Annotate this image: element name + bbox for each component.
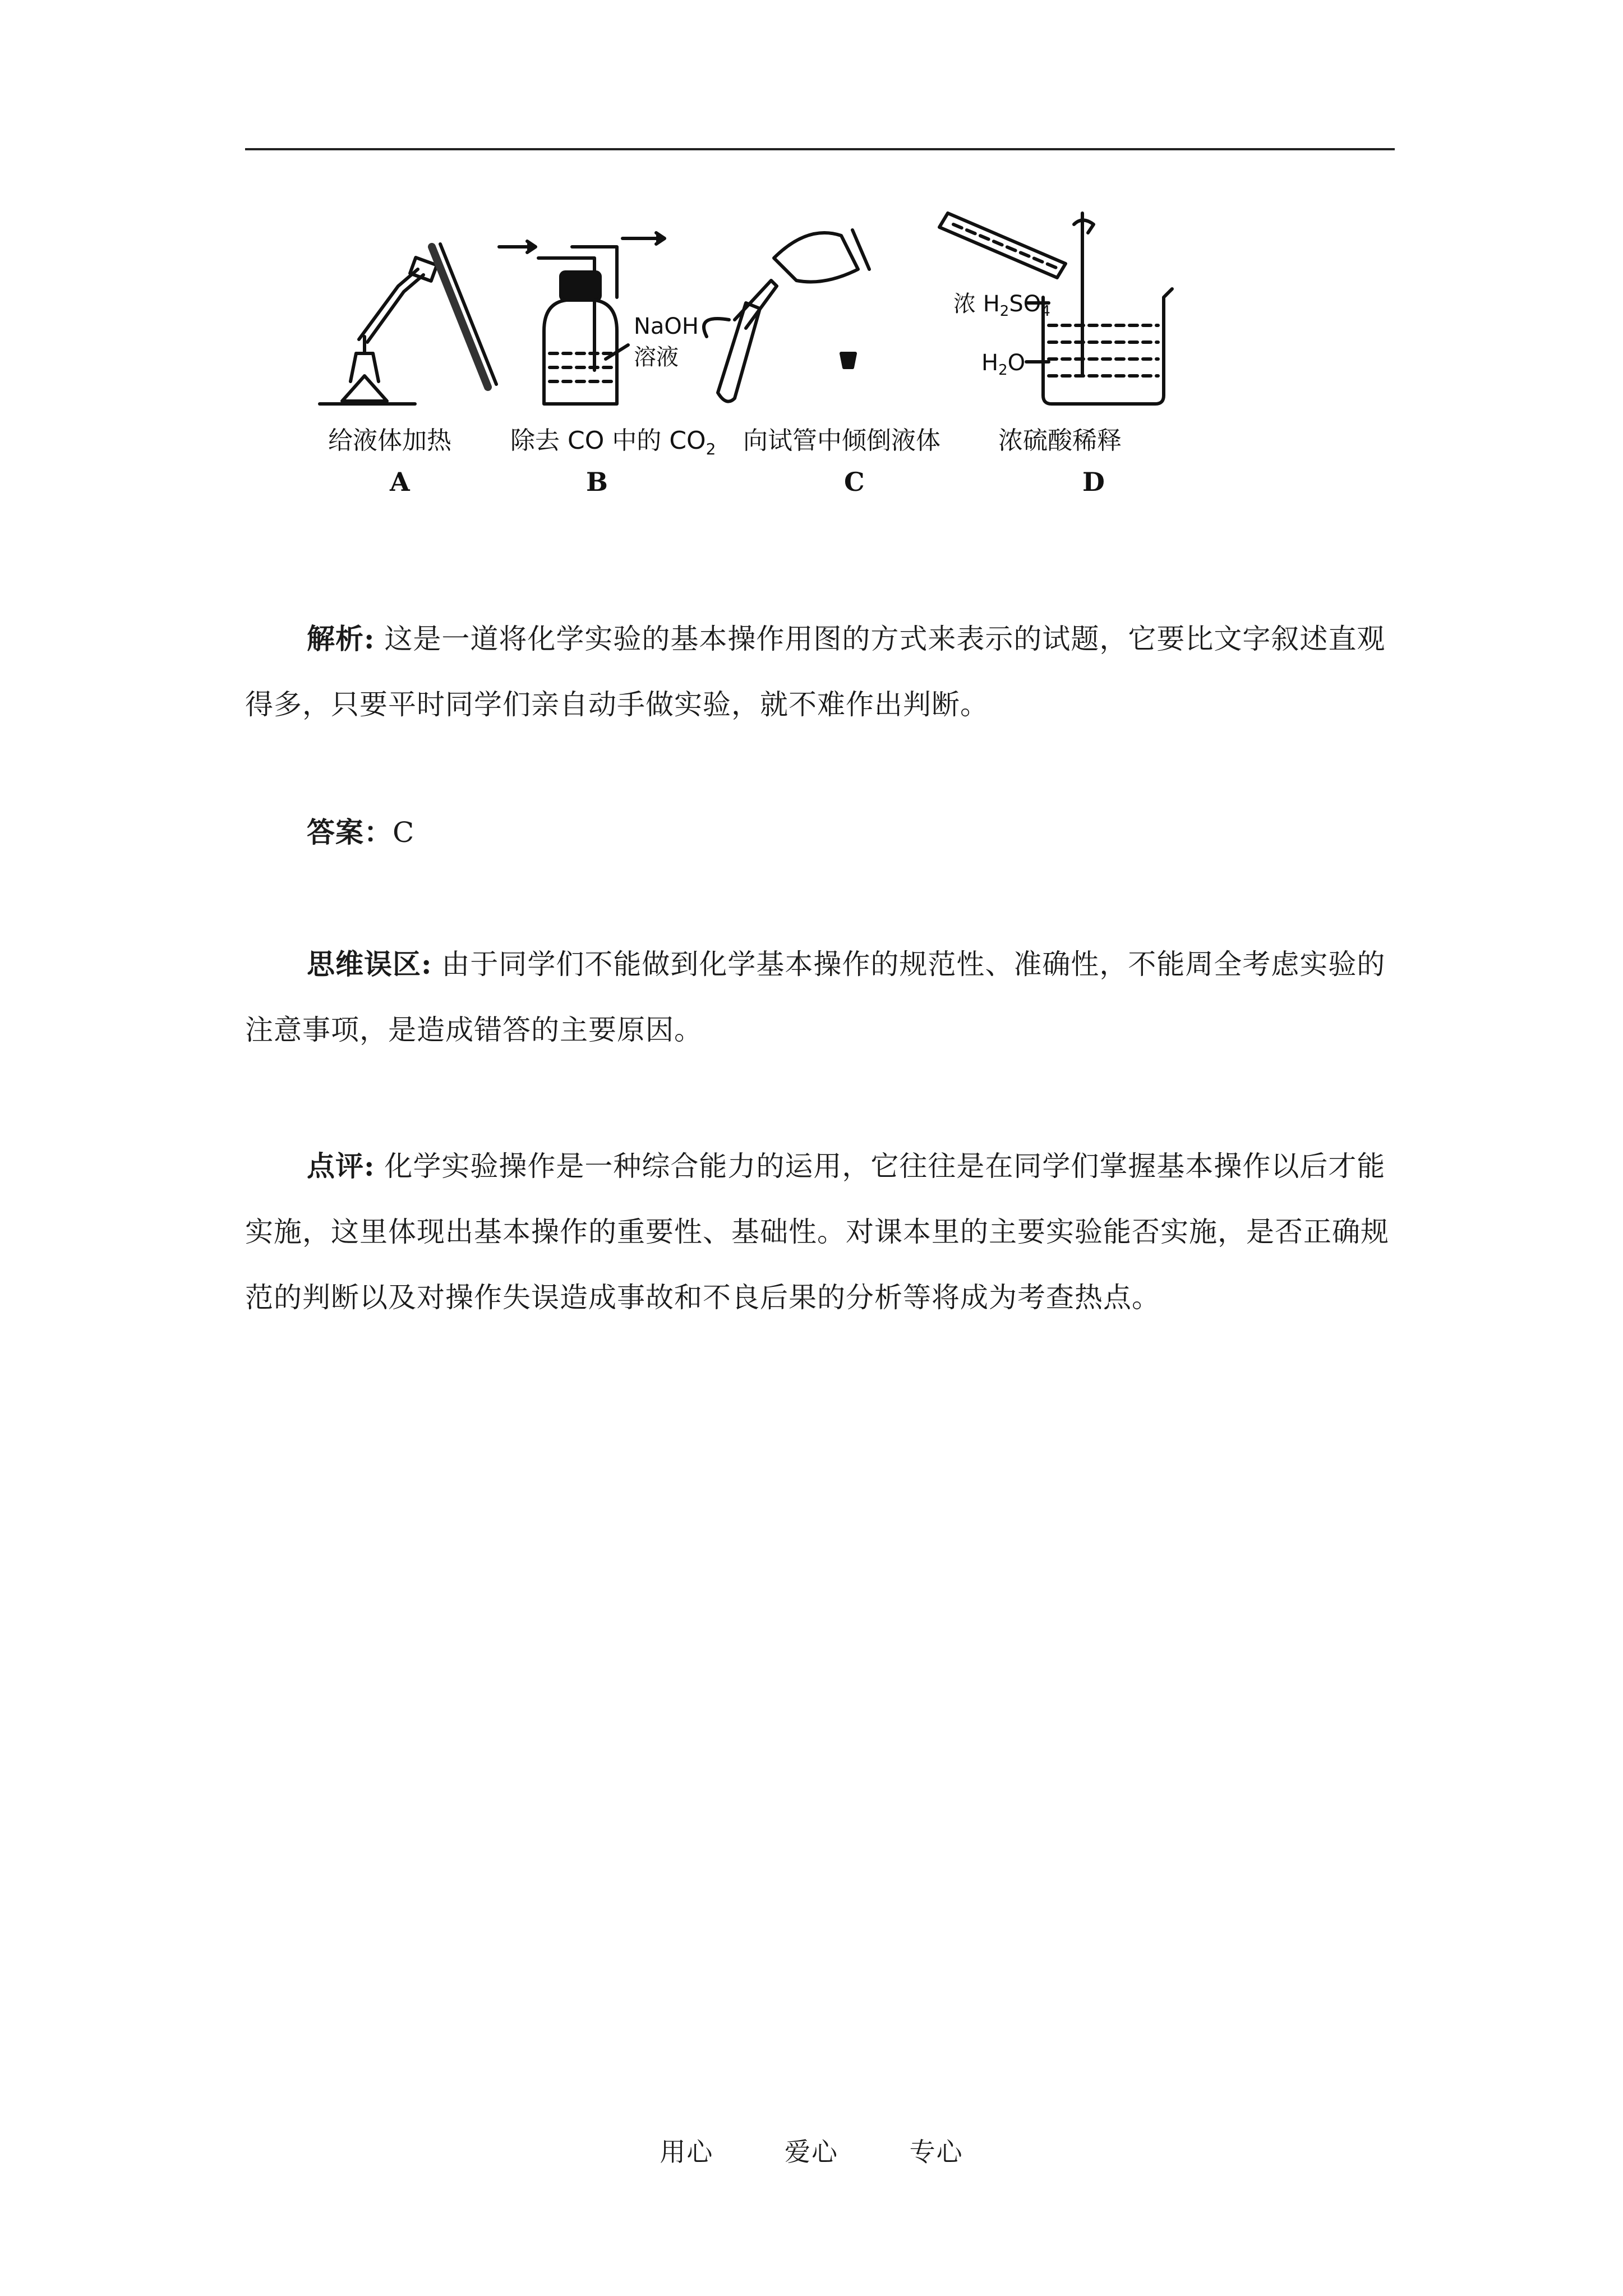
- footer-item: 专心: [909, 2137, 963, 2167]
- footer-item: 爱心: [785, 2137, 838, 2167]
- comment-paragraph: [245, 1133, 1395, 1331]
- panel-c-letter: C: [844, 467, 865, 497]
- answer-label: 答案：: [307, 816, 393, 849]
- experiment-diagrams: [303, 202, 1211, 516]
- answer-text: C: [393, 816, 415, 849]
- panel-d-label-acid: 浓 $H_2SO_4$: [953, 291, 1050, 320]
- footer-item: 用心: [660, 2137, 714, 2167]
- analysis-text: 这是一道将化学实验的基本操作用图的方式来表示的试题，它要比文字叙述直观得多，只要平时同学们亲自动手做实验，就不难作出判断。: [245, 623, 1386, 721]
- answer-paragraph: [245, 799, 1395, 866]
- panel-d-caption: 浓硫酸稀释: [998, 426, 1122, 455]
- panel-b-label-solution: 溶液: [634, 344, 679, 370]
- panel-c-caption: 向试管中倾倒液体: [743, 426, 940, 455]
- analysis-label: 解析:: [307, 622, 375, 655]
- analysis-paragraph: [245, 606, 1395, 738]
- panel-b-caption: 除去 CO 中的 $CO_2$: [510, 426, 716, 458]
- misconception-label: 思维误区:: [307, 947, 432, 981]
- comment-label: 点评:: [307, 1149, 375, 1182]
- panel-b-label-naoh: NaOH: [634, 314, 699, 339]
- panel-a-apparatus: [320, 244, 496, 404]
- panel-a-letter: A: [390, 467, 410, 497]
- panel-d-label-water: $H_2O$: [981, 350, 1026, 379]
- page-footer: [0, 2132, 1623, 2169]
- misconception-text: 由于同学们不能做到化学基本操作的规范性、准确性，不能周全考虑实验的注意事项，是造成错答的主要原因。: [245, 948, 1386, 1046]
- comment-text: 化学实验操作是一种综合能力的运用，它往往是在同学们掌握基本操作以后才能实施，这里体现出基本操作的重要性、基础性。对课本里的主要实验能否实施，是否正确规范的判断以及对操作失误造成事故和不良后果的分析等将成为考查热点。: [245, 1150, 1389, 1314]
- experiment-figure: [303, 202, 1211, 516]
- header-rule: [245, 148, 1395, 150]
- panel-d-letter: D: [1082, 467, 1105, 497]
- misconception-paragraph: [245, 931, 1395, 1063]
- panel-a-caption: 给液体加热: [328, 426, 451, 455]
- panel-b-letter: B: [586, 467, 608, 497]
- panel-c-apparatus: [704, 230, 869, 402]
